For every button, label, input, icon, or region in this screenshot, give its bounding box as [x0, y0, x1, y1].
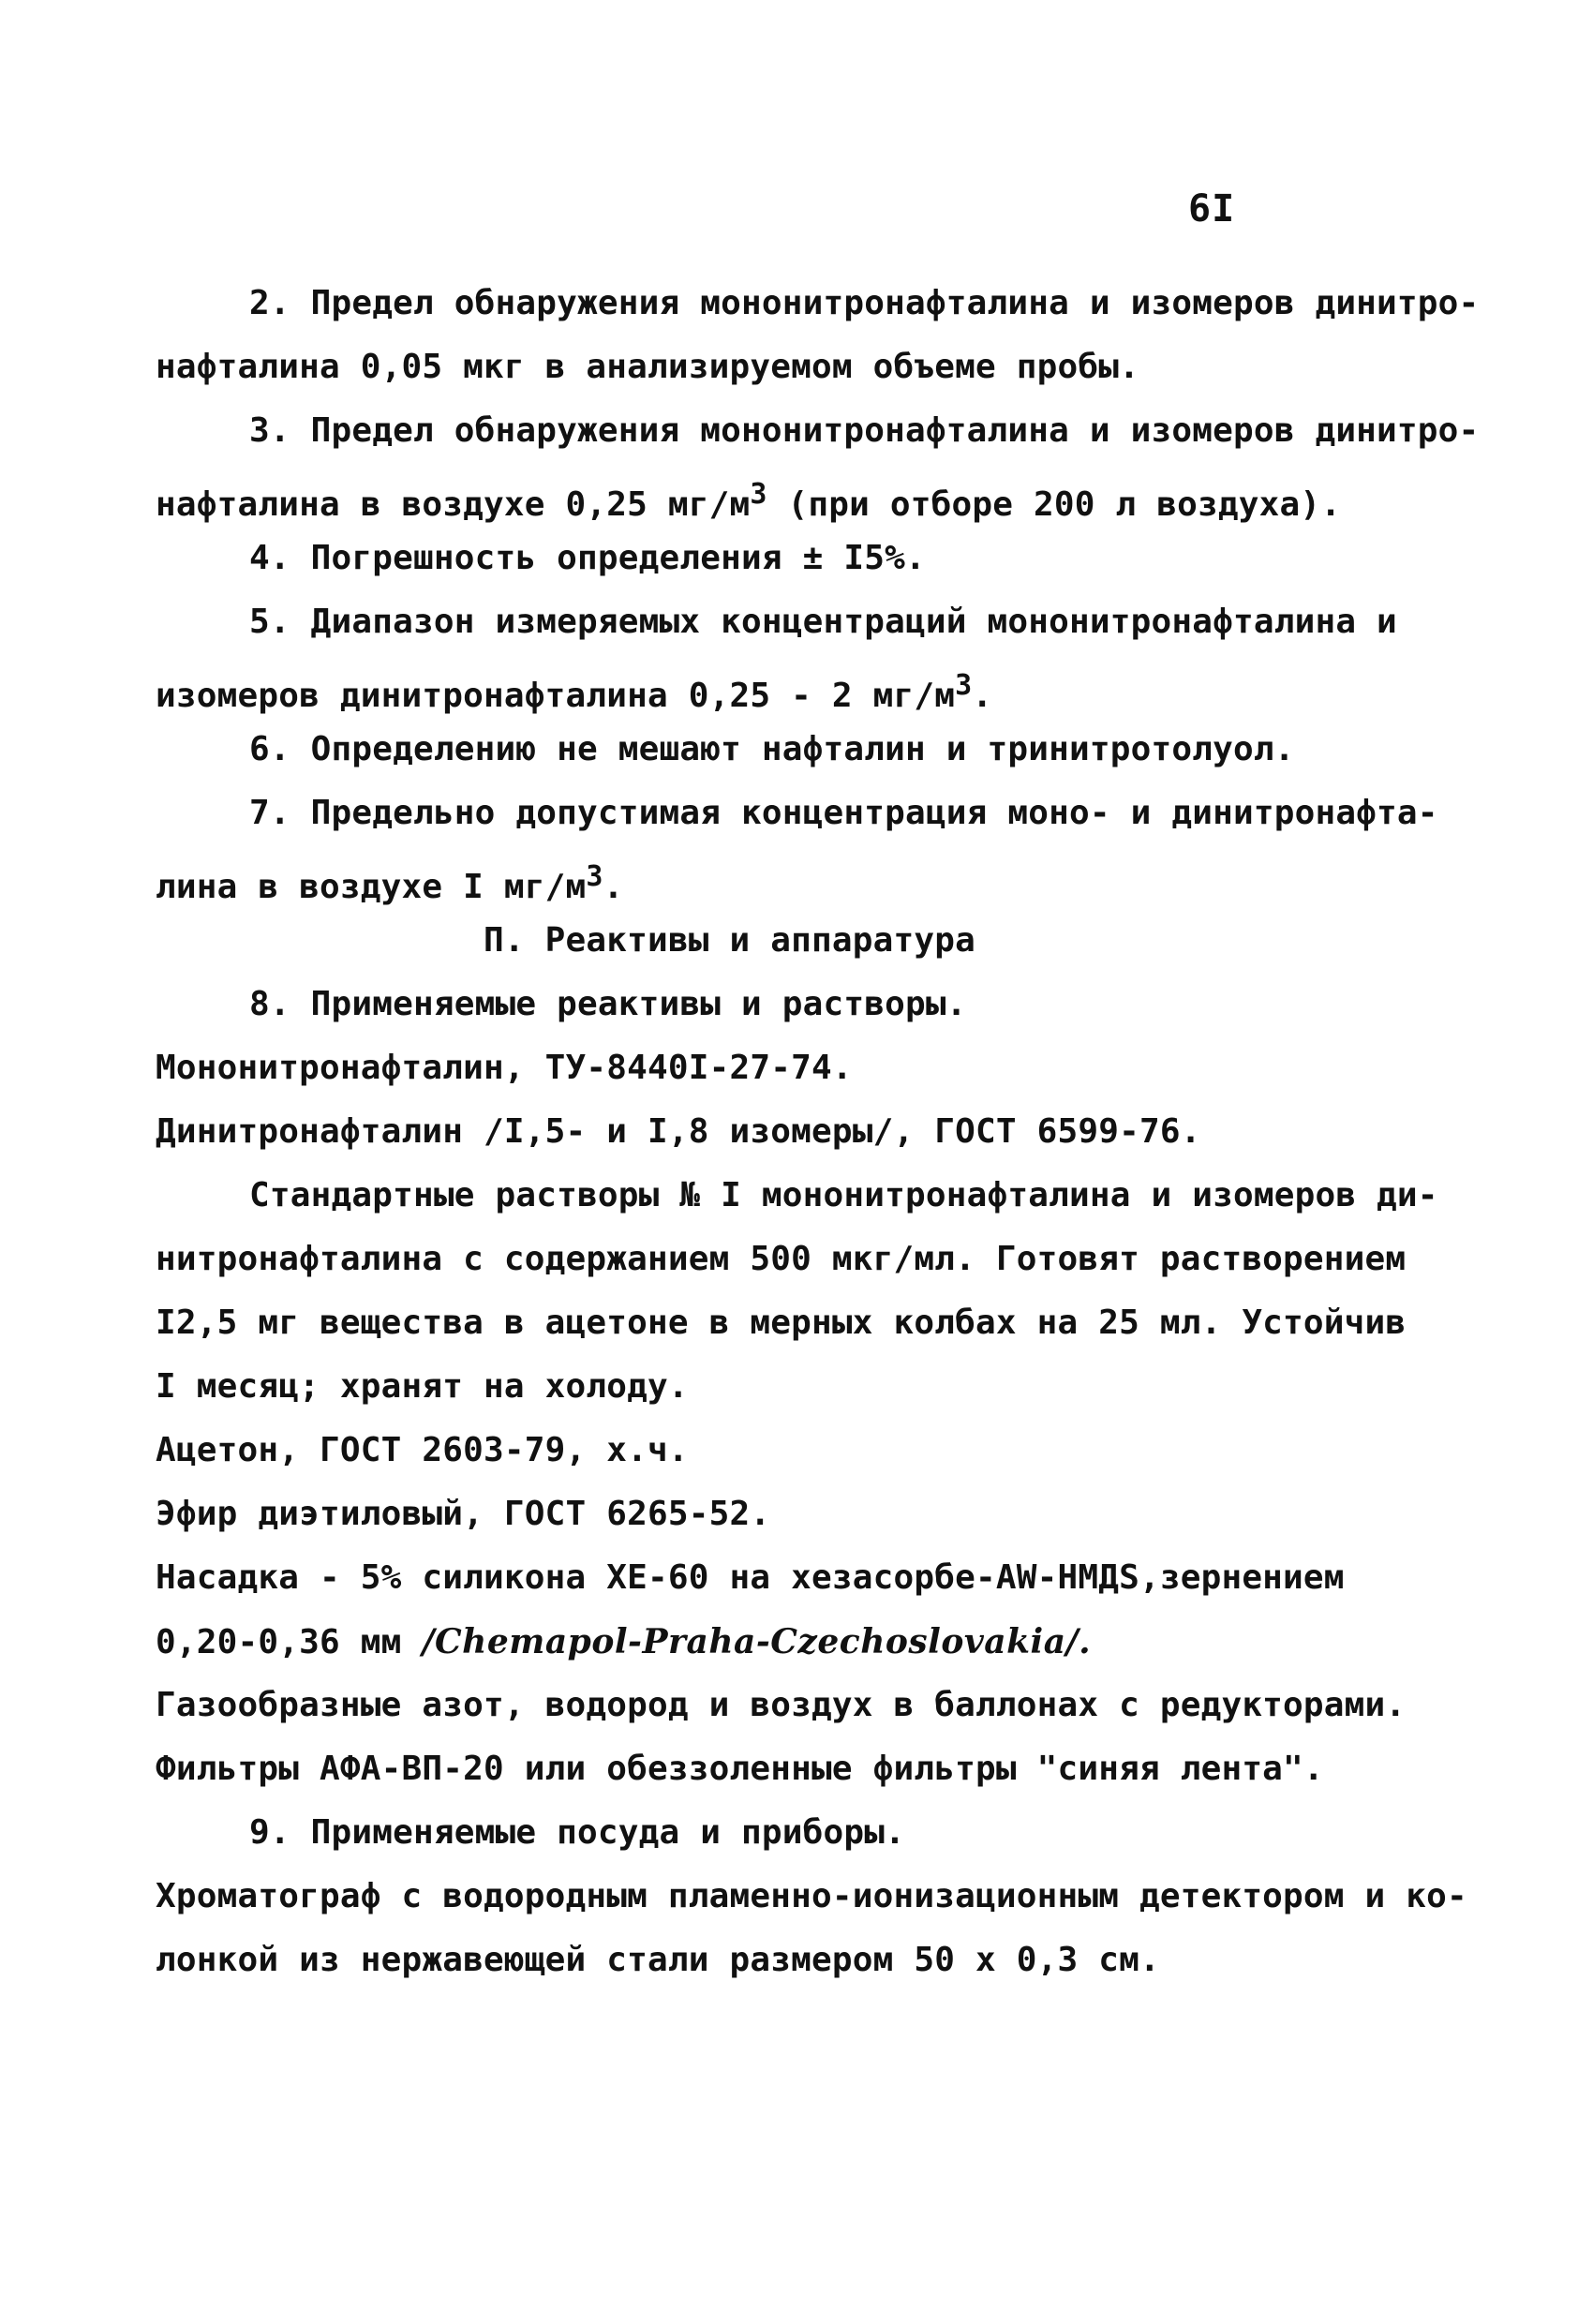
item-3-text: нафталина в воздухе 0,25 мг/м — [156, 485, 751, 524]
reagent-acetone: Ацетон, ГОСТ 2603-79, х.ч. — [156, 1431, 689, 1469]
superscript: 3 — [955, 669, 973, 702]
superscript: 3 — [750, 478, 767, 511]
reagent-ether: Эфир диэтиловый, ГОСТ 6265-52. — [156, 1495, 771, 1533]
item-9-line: 9. Применяемые посуда и приборы. — [249, 1813, 905, 1852]
packing-line-2 — [156, 1610, 1430, 1674]
standard-solutions-line-3: I2,5 мг вещества в ацетоне в мерных колбах на 25 мл. Устойчив — [156, 1304, 1407, 1342]
standard-solutions-line-4: I месяц; хранят на холоду. — [156, 1367, 689, 1406]
standard-solutions-line-1: Стандартные растворы № I мононитронафталина и изомеров ди- — [249, 1176, 1438, 1214]
document-body — [156, 272, 1480, 1992]
item-6-line: 6. Определению не мешают нафталин и тринитротолуол. — [249, 730, 1295, 768]
packing-line-1: Насадка - 5% силикона ХЕ-60 на хезасорбе-AW-НМДS,зернением — [156, 1558, 1345, 1597]
item-7-line-1: 7. Предельно допустимая концентрация моно- и динитронафта- — [249, 794, 1438, 832]
item-2-line-1: 2. Предел обнаружения мононитронафталина и изомеров динитро- — [249, 284, 1480, 322]
standard-solutions-line-2: нитронафталина с содержанием 500 мкг/мл. Готовят растворением — [156, 1240, 1407, 1278]
page-number: 6I — [1188, 187, 1236, 231]
section-heading: П. Реактивы и аппаратура — [484, 921, 975, 960]
item-8-line: 8. Применяемые реактивы и растворы. — [249, 985, 967, 1023]
item-5-text: изомеров динитронафталина 0,25 - 2 мг/м — [156, 677, 956, 715]
item-4-line: 4. Погрешность определения ± I5%. — [249, 539, 926, 577]
item-5-line-1: 5. Диапазон измеряемых концентраций мононитронафталина и — [249, 603, 1397, 641]
item-3-text-tail: (при отборе 200 л воздуха). — [767, 485, 1342, 524]
item-3-line-1: 3. Предел обнаружения мононитронафталина и изомеров динитро- — [249, 411, 1480, 450]
chromatograph-line-2: лонкой из нержавеющей стали размером 50 х 0,3 см. — [156, 1941, 1160, 1979]
item-3-line-2 — [156, 463, 1430, 527]
reagent-dinitronaphthalene: Динитронафталин /I,5- и I,8 изомеры/, ГОСТ 6599-76. — [156, 1112, 1201, 1151]
chromatograph-line-1: Хроматограф с водородным пламенно-ионизационным детектором и ко- — [156, 1877, 1467, 1915]
item-2-line-2: нафталина 0,05 мкг в анализируемом объеме пробы. — [156, 348, 1139, 386]
gases-line: Газообразные азот, водород и воздух в баллонах с редукторами. — [156, 1686, 1407, 1724]
packing-text: 0,20-0,36 мм — [156, 1623, 423, 1661]
item-7-text-tail: . — [603, 868, 624, 906]
superscript: 3 — [586, 860, 603, 893]
item-7-line-2 — [156, 845, 1430, 909]
handwritten-annotation: /Chemapol-Praha-Czechoslovakia/. — [422, 1622, 1092, 1661]
item-7-text: лина в воздухе I мг/м — [156, 868, 587, 906]
reagent-mononitronaphthalene: Мононитронафталин, ТУ-8440I-27-74. — [156, 1049, 853, 1087]
item-5-text-tail: . — [972, 677, 993, 715]
item-5-line-2 — [156, 654, 1430, 718]
filters-line: Фильтры АФА-ВП-20 или обеззоленные фильтры "синяя лента". — [156, 1750, 1324, 1788]
